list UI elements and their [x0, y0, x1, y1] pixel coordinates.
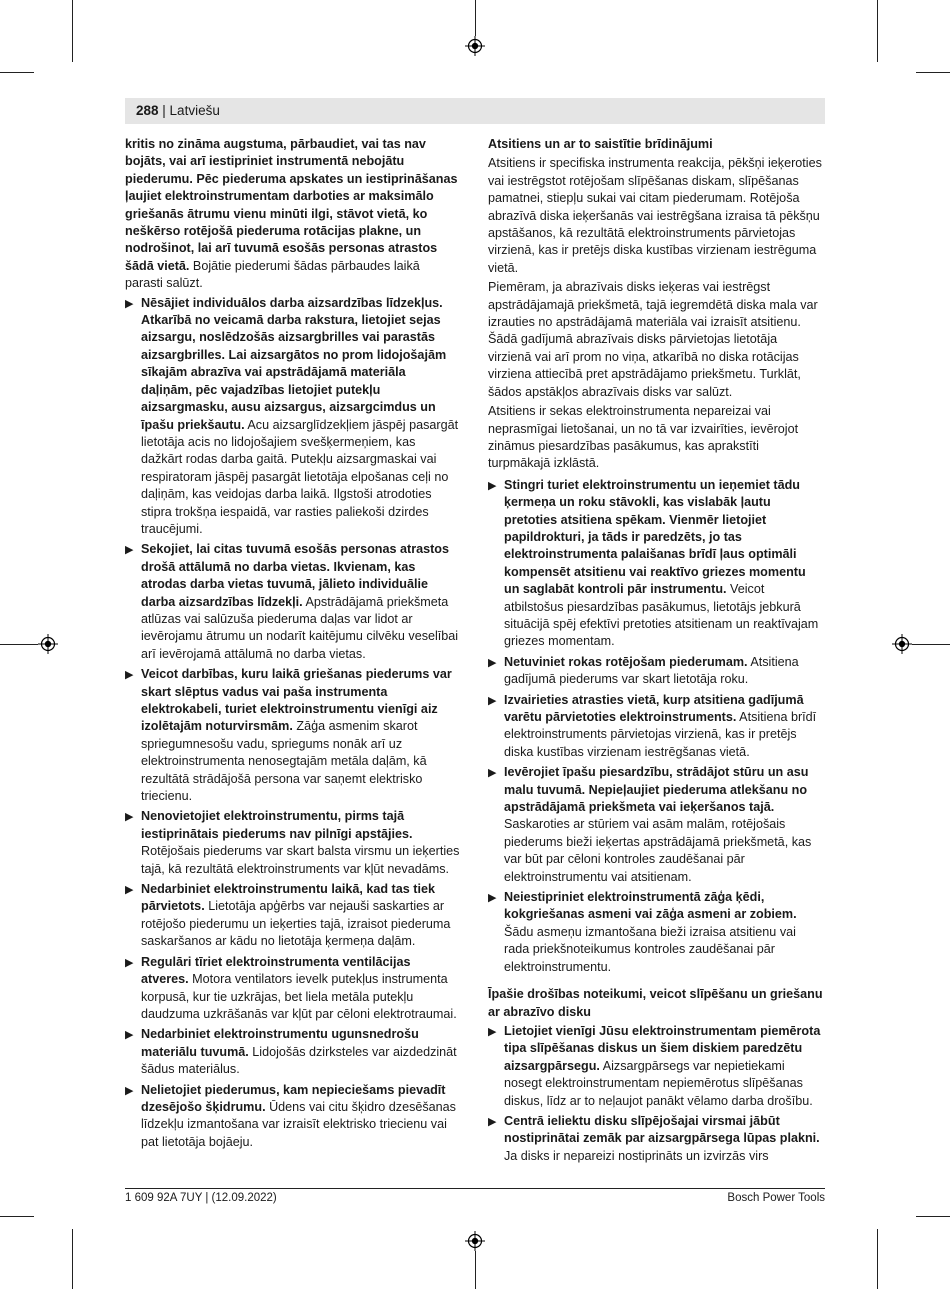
registration-mark-icon [465, 1231, 485, 1251]
bullet-item: ▶ Veicot darbības, kuru laikā griešanas piederums var skart slēptus vadus vai paša instrumenta elektrokabeli, turiet elektroinstrumentu vienīgi aiz izolētajām noturvirsmām. Zāģa asmenim skarot spriegumnesošu vadu, spriegums nonāk arī uz elektroinstrumenta nenosegtajām metāla daļām, kā rezultātā strādājošā persona var saņemt elektrisko triecienu. [125, 667, 452, 804]
bullet-item: ▶ Netuviniet rokas rotējošam piederumam. Atsitiena gadījumā piederums var skart lietotāja roku. [488, 654, 799, 687]
bullet-item: ▶ Centrā ieliektu disku slīpējošajai virsmai jābūt nostiprinātai zemāk par aizsargpārsega lūpas plakni. Ja disks ir nepareizi nostiprināts un izvirzās virs [488, 1113, 820, 1163]
section-heading: Īpašie drošības noteikumi, veicot slīpēšanu un griešanu ar abrazīvo disku [488, 987, 823, 1019]
crop-mark [475, 0, 476, 36]
bullet-item: ▶ Nelietojiet piederumus, kam nepieciešams pievadīt dzesējošo šķidrumu. Ūdens vai citu šķidro dzesēšanas līdzekļu izmantošana var izraisīt elektrisko triecienu vai pat lietotāja bojāeju. [125, 1082, 456, 1149]
footer-brand: Bosch Power Tools [727, 1192, 825, 1204]
bullet-triangle-icon: ▶ [125, 544, 134, 557]
bullet-item: ▶ Nenovietojiet elektroinstrumentu, pirms tajā iestiprinātais piederums nav pilnīgi apstājies. Rotējošais piederums var skart balsta virsmu un ieķerties tajā, kā rezultātā elektroinstruments var kļūt nevadāms. [125, 809, 460, 876]
bullet-triangle-icon: ▶ [125, 297, 134, 310]
right-column [488, 136, 823, 1168]
registration-mark-icon [892, 634, 912, 654]
crop-mark [916, 1216, 950, 1217]
page-number: 288 [136, 103, 159, 118]
bullet-item: ▶ Nedarbiniet elektroinstrumentu laikā, kad tas tiek pārvietots. Lietotāja apģērbs var nejauši saskarties ar rotējošo piederumu un ieķerties tajā, izraisot piederuma saskaršanos ar kādu no lietotāja ķermeņa daļām. [125, 882, 451, 949]
crop-mark [72, 1229, 73, 1289]
bullet-item: ▶ Nedarbiniet elektroinstrumentu ugunsnedrošu materiālu tuvumā. Lidojošās dzirksteles var aizdedzināt šādus materiālus. [125, 1027, 457, 1077]
bullet-item: ▶ Regulāri tīriet elektroinstrumenta ventilācijas atveres. Motora ventilators ievelk putekļus instrumenta korpusā, kur tie uzkrājas, bet liela metāla putekļu daudzuma uzkrāšanās var kļūt par cēloni elektrotraumai. [125, 954, 457, 1021]
registration-mark-icon [465, 36, 485, 56]
crop-mark [0, 644, 38, 645]
paragraph: kritis no zināma augstuma, pārbaudiet, vai tas nav bojāts, vai arī iestipriniet instrumentā nebojātu piederumu. Pēc piederuma apskates un iestiprināšanas ļaujiet elektroinstrumentam darboties ar maksimālo griešanās ātrumu vienu minūti ilgi, stāvot vietā, ko neškērso rotējošā piederuma rotācijas plakne, un nodrošinot, lai arī tuvumā esošās personas atrastos šādā vietā. Bojātie piederumi šādas pārbaudes laikā parasti salūzt. [125, 137, 458, 291]
crop-mark [0, 72, 34, 73]
crop-mark [72, 0, 73, 62]
bullet-triangle-icon: ▶ [488, 656, 497, 669]
bullet-item: ▶ Lietojiet vienīgi Jūsu elektroinstrumentam piemērota tipa slīpēšanas diskus un šiem diskiem paredzētu aizsargpārsegu. Aizsargpārsegs var nepietiekami nosegt elektroinstrumentam nepiemērotus slīpēšanas diskus, līdz ar to neļaujot panākt vēlamo darba drošību. [488, 1023, 821, 1108]
bullet-item: ▶ Neiestipriniet elektroinstrumentā zāģa ķēdi, kokgriešanas asmeni vai zāģa asmeni ar zobiem. Šādu asmeņu izmantošana bieži izraisa atsitienu vai rada priekšnoteikumus kontroles zaudēšanai pār elektroinstrumentu. [488, 890, 797, 974]
bullet-triangle-icon: ▶ [125, 811, 134, 824]
bullet-triangle-icon: ▶ [488, 694, 497, 707]
paragraph: Atsitiens ir sekas elektroinstrumenta nepareizai vai neprasmīgai lietošanai, un no tā var izvairīties, ievērojot zināmus piesardzības pasākumus, kas aprakstīti turpmākajā izklāstā. [488, 404, 799, 471]
paragraph: Atsitiens ir specifiska instrumenta reakcija, pēkšņi ieķeroties vai iestrēgstot rotējošam slīpēšanas diskam, slīpēšanas pamatnei, stiepļu sukai vai citam piederumam. Rotējoša abrazīvā diska ieķeršanās vai iestrēgšana izraisa tā pēkšņu apstāšanos, kā rezultātā elektroinstruments pārvietojas virzienā, kas ir pretējs diska kustības virzienam iestrēguma vietā. [488, 156, 822, 275]
left-column [125, 136, 460, 1154]
bullet-item: ▶ Stingri turiet elektroinstrumentu un ieņemiet tādu ķermeņa un roku stāvokli, kas vislabāk ļautu pretoties atsitiena spēkam. Vienmēr lietojiet papildrokturi, ja tāds ir paredzēts, jo tas elektroinstrumenta palaišanas brīdī ļaus optimāli kompensēt atsitienu vai reaktīvo griezes momentu un saglabāt kontroli pār instrumentu. Veicot atbilstošus piesardzības pasākumus, lietotājs jebkurā situācijā spēj efektīvi pretoties atsitienam un reaktīvajam griezes momentam. [488, 477, 819, 649]
crop-mark [475, 1251, 476, 1289]
bullet-triangle-icon: ▶ [488, 892, 497, 905]
bullet-triangle-icon: ▶ [488, 767, 497, 780]
bullet-item: ▶ Sekojiet, lai citas tuvumā esošās personas atrastos drošā attālumā no darba vietas. Ikvienam, kas atrodas darba vietas tuvumā, jālieto individuālie darba aizsardzības līdzekļi. Apstrādājamā priekšmeta atlūzas vai salūzuša piederuma daļas var lidot ar ievērojamu ātrumu un nodarīt kaitējumu cilvēku veselībai arī ievērojamā attālumā no darba vietas. [125, 542, 459, 661]
section-heading: Atsitiens un ar to saistītie brīdinājumi [488, 137, 713, 151]
crop-mark [916, 72, 950, 73]
bullet-triangle-icon: ▶ [488, 479, 497, 492]
bullet-item: ▶ Nēsājiet individuālos darba aizsardzības līdzekļus. Atkarībā no veicamā darba rakstura, lietojiet sejas aizsargu, noslēdzošās aizsargbrilles vai parastās aizsargbrilles. Lai aizsargātos no prom lidojošajām sīkajām abrazīva vai apstrādājamā materiāla daļiņām, pēc vajadzības lietojiet putekļu aizsargmasku, ausu aizsargus, aizsargcimdus un īpašu priekšautu. Acu aizsarglīdzekļiem jāspēj pasargāt lietotāja acis no lidojošajiem svešķermeņiem, kas dažkārt rodas darba gaitā. Putekļu aizsargmaskai vai respiratoram jāspēj pasargāt lietotāja elpošanas ceļi no daļiņām, kas veidojas darba laikā. Ilgstoši atrodoties stipra trokšņa iespaidā, var rasties paliekoši dzirdes traucējumi. [125, 295, 459, 536]
paragraph: Piemēram, ja abrazīvais disks ieķeras vai iestrēgst apstrādājamajā priekšmetā, tajā iegremdētā diska mala var izrauties no apstrādājamā materiāla vai izraisīt atsitienu. Šādā gadījumā abrazīvais disks pārvietojas lietotāja virzienā vai arī prom no viņa, atkarībā no diska rotācijas virziena attiecībā pret apstrādājamo priekšmetu. Turklāt, šādos apstākļos abrazīvais disks var salūzt. [488, 280, 818, 399]
registration-mark-icon [38, 634, 58, 654]
crop-mark [0, 1216, 34, 1217]
header-separator: | [158, 103, 170, 118]
bullet-triangle-icon: ▶ [488, 1115, 497, 1128]
bullet-triangle-icon: ▶ [125, 1084, 134, 1097]
header-language: Latviešu [169, 103, 220, 118]
bullet-triangle-icon: ▶ [125, 884, 134, 897]
page-header [136, 103, 220, 119]
bullet-item: ▶ Izvairieties atrasties vietā, kurp atsitiena gadījumā varētu pārvietoties elektroinstruments. Atsitiena brīdī elektroinstruments pārvietojas virzienā, kas ir pretējs diska kustības virzienam iestrēgšanas vietā. [488, 692, 817, 759]
crop-mark [877, 1229, 878, 1289]
bullet-triangle-icon: ▶ [125, 956, 134, 969]
bullet-triangle-icon: ▶ [125, 1029, 134, 1042]
header-band [125, 98, 825, 124]
footer-doc-number: 1 609 92A 7UY | (12.09.2022) [125, 1192, 277, 1204]
bullet-triangle-icon: ▶ [125, 669, 134, 682]
bullet-triangle-icon: ▶ [488, 1025, 497, 1038]
bullet-item: ▶ Ievērojiet īpašu piesardzību, strādājot stūru un asu malu tuvumā. Nepieļaujiet piederuma atlekšanu no apstrādājamā priekšmeta vai ieķeršanos tajā. Saskaroties ar stūriem vai asām malām, rotējošais piederums bieži ieķertas apstrādājamā priekšmetā, kas var būt par cēloni kontroles zaudēšanai pār elektroinstrumentu vai atsitienam. [488, 765, 812, 884]
footer-rule [125, 1188, 825, 1189]
crop-mark [912, 644, 950, 645]
crop-mark [877, 0, 878, 62]
